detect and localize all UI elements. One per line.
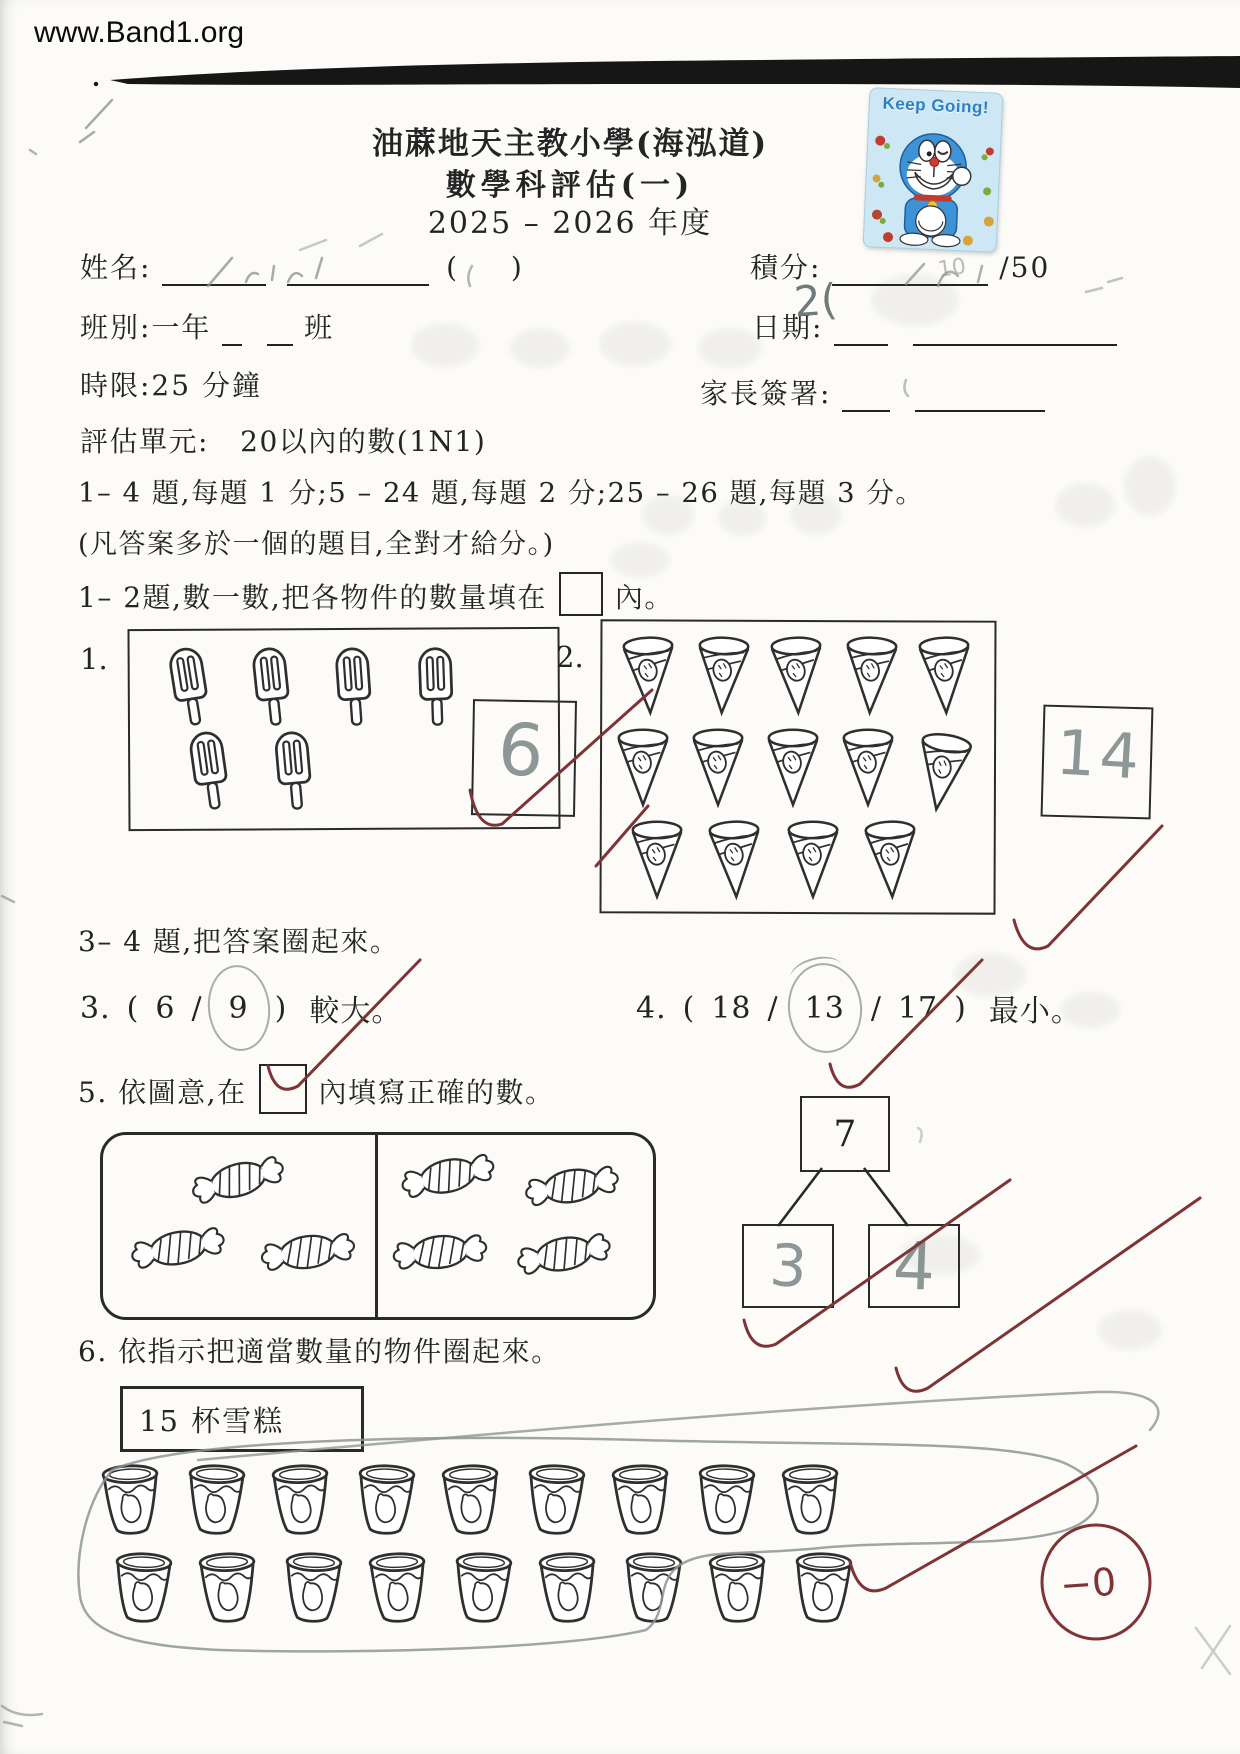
bond-right-handwriting: 4 (891, 1226, 937, 1306)
signature-blank-1 (842, 378, 890, 412)
q4-option-18: 18 (711, 990, 752, 1026)
q3-row (80, 986, 402, 1030)
ice-cream-cone-icon (617, 631, 682, 719)
ice-cream-cone-icon (703, 815, 768, 903)
date-blank-1 (834, 312, 888, 346)
popsicle-icon (258, 721, 330, 824)
popsicle-icon (402, 639, 469, 739)
q2-answer-box (1041, 705, 1154, 820)
candy-icon (253, 1217, 364, 1287)
school-name: 油蔴地天主教小學(海泓道) (371, 126, 769, 162)
q6-target-box (120, 1386, 364, 1452)
ice-cream-cup-icon (704, 1551, 773, 1629)
marks-scheme: 1– 4 題,每題 1 分;5 – 24 題,每題 2 分;25 – 26 題,每題 3 分。 (78, 477, 925, 509)
q5-prompt-prefix: 5. 依圖意,在 (78, 1076, 247, 1109)
ice-cream-cone-icon (905, 725, 980, 820)
q1-answer-box (471, 699, 577, 817)
bond-connector-lines (778, 1168, 908, 1226)
q6-prompt: 6. 依指示把適當數量的物件圈起來。 (78, 1335, 561, 1368)
ice-cream-cup-icon (109, 1551, 178, 1629)
ice-cream-cup-icon (522, 1463, 591, 1541)
q6-target-label: 15 杯雪糕 (139, 1403, 285, 1438)
date-label: 日期: (752, 311, 824, 344)
score-label: 積分: (750, 251, 822, 284)
ice-cream-cone-icon (687, 724, 749, 810)
ice-cream-cone-icon (765, 631, 830, 719)
q3-number: 3. (80, 990, 111, 1026)
q1-2-instruction-suffix: 內。 (614, 581, 674, 614)
name-blank-2 (287, 252, 429, 286)
ice-cream-cup-icon (777, 1463, 846, 1541)
ice-cream-cup-icon (449, 1551, 518, 1629)
bond-total-box (800, 1096, 890, 1172)
class-number-paren-open: ( (446, 251, 460, 284)
time-limit-label: 時限:25 分鐘 (80, 369, 262, 402)
q5-candies-left (100, 1132, 372, 1314)
candy-icon (391, 1137, 505, 1215)
q2-answer-handwriting: 14 (1054, 715, 1146, 794)
q3-slash: / (191, 990, 203, 1026)
time-row (80, 364, 262, 404)
ice-cream-cup-icon (789, 1551, 858, 1629)
bond-left-handwriting: 3 (767, 1230, 809, 1302)
candy-icon (180, 1139, 295, 1221)
bond-total-value: 7 (833, 1113, 857, 1155)
ice-cream-cone-icon (782, 816, 844, 902)
score-total: /50 (999, 251, 1051, 284)
q4-tail: 最小。 (988, 994, 1082, 1029)
q4-slash-2: / (870, 990, 882, 1026)
q4-option-13-circled: 13 (795, 991, 855, 1026)
q3-4-instruction: 3– 4 題,把答案圈起來。 (78, 925, 400, 958)
ice-cream-cup-icon (437, 1463, 506, 1541)
q5-prompt-suffix: 內填寫正確的數。 (318, 1076, 555, 1109)
q6-cup-row-2 (110, 1552, 856, 1628)
deduction-circle (1042, 1525, 1150, 1639)
ice-cream-cone-icon (762, 724, 824, 810)
class-suffix: 班 (304, 311, 335, 344)
date-blank-2 (913, 312, 1117, 346)
ice-cream-cup-icon (279, 1551, 348, 1629)
paper-title: 數學科評估(一) (445, 167, 695, 203)
class-blank-2 (267, 312, 293, 346)
red-check-q6 (850, 1446, 1136, 1591)
ice-cream-cone-icon (612, 724, 674, 810)
top-scan-bar (94, 56, 1240, 88)
answer-box-placeholder (259, 1064, 307, 1114)
ice-cream-cone-icon (839, 631, 904, 719)
ice-cream-cup-icon (182, 1463, 251, 1541)
candy-icon (385, 1219, 494, 1286)
ice-cream-cup-icon (534, 1551, 603, 1629)
q6-cup-row-1 (98, 1464, 844, 1540)
bond-left-box (742, 1224, 834, 1308)
scoring-note: (凡答案多於一個的題目,全對才給分。) (78, 529, 555, 560)
q3-option-6: 6 (155, 990, 176, 1026)
q2-cone-row-3 (626, 816, 922, 902)
q3-tail: 較大。 (309, 994, 403, 1029)
q4-number: 4. (636, 990, 667, 1026)
q4-paren-open: ( (682, 990, 696, 1026)
name-row (80, 246, 524, 286)
deduction-mark: −0 (1058, 1559, 1118, 1608)
bond-right-box (868, 1224, 960, 1308)
watermark: www.Band1.org (34, 16, 245, 49)
q3-option-9-circled: 9 (219, 991, 259, 1026)
q1-2-instruction-prefix: 1– 2題,數一數,把各物件的數量填在 (78, 581, 547, 614)
parent-signature-row (700, 372, 1045, 412)
q1-2-instruction (78, 574, 674, 618)
q1-answer-handwriting: 6 (494, 706, 548, 794)
candy-icon (122, 1211, 235, 1286)
class-label: 班別:一年 (80, 311, 212, 344)
q4-paren-close: ) (954, 990, 967, 1026)
date-handwriting-extra: 10 (936, 254, 968, 283)
candy-icon (508, 1217, 621, 1292)
red-check-q2 (1014, 826, 1162, 949)
q1-popsicle-row-2 (178, 724, 326, 822)
panel-divider (375, 1135, 378, 1317)
ice-cream-cone-icon (626, 816, 688, 902)
q2-number: 2. (556, 640, 584, 674)
ice-cream-cup-icon (352, 1463, 421, 1541)
title-block (150, 126, 990, 243)
sticker-label: Keep Going! (882, 93, 990, 118)
q4-slash-1: / (767, 990, 779, 1026)
class-number-paren-close: ) (510, 251, 524, 284)
name-label: 姓名: (80, 251, 152, 284)
class-blank-1 (222, 312, 242, 346)
ice-cream-cup-icon (97, 1463, 166, 1541)
ice-cream-cone-icon (837, 724, 899, 810)
q2-cone-row-1 (618, 632, 976, 718)
q5-candies-right (380, 1132, 650, 1314)
ice-cream-cup-icon (607, 1463, 676, 1541)
candy-icon (516, 1149, 628, 1222)
ice-cream-cone-icon (913, 631, 978, 719)
q4-row (636, 986, 1082, 1030)
ice-cream-cup-icon (194, 1551, 263, 1629)
q4-option-17: 17 (897, 990, 939, 1026)
q1-number: 1. (80, 642, 108, 676)
answer-box-placeholder (559, 572, 603, 616)
ice-cream-cone-icon (691, 631, 756, 719)
school-year: 2025 – 2026 年度 (427, 206, 713, 242)
ice-cream-cup-icon (364, 1551, 433, 1629)
q3-paren-close: ) (274, 990, 288, 1026)
popsicle-icon (319, 638, 390, 740)
q2-cone-row-2 (612, 724, 974, 810)
parent-signature-label: 家長簽署: (700, 377, 832, 410)
ice-cream-cone-icon (859, 815, 924, 903)
ice-cream-cup-icon (267, 1463, 336, 1541)
class-row (80, 306, 334, 346)
q5-prompt (78, 1066, 555, 1116)
q3-paren-open: ( (126, 990, 140, 1026)
popsicle-icon (171, 720, 248, 826)
date-handwriting: 2( (792, 274, 839, 327)
ice-cream-cup-icon (619, 1551, 688, 1629)
signature-blank-2 (915, 378, 1045, 412)
assessment-unit: 評估單元: 20以內的數(1N1) (80, 425, 487, 458)
name-blank-1 (162, 252, 266, 286)
ice-cream-cup-icon (692, 1463, 761, 1541)
